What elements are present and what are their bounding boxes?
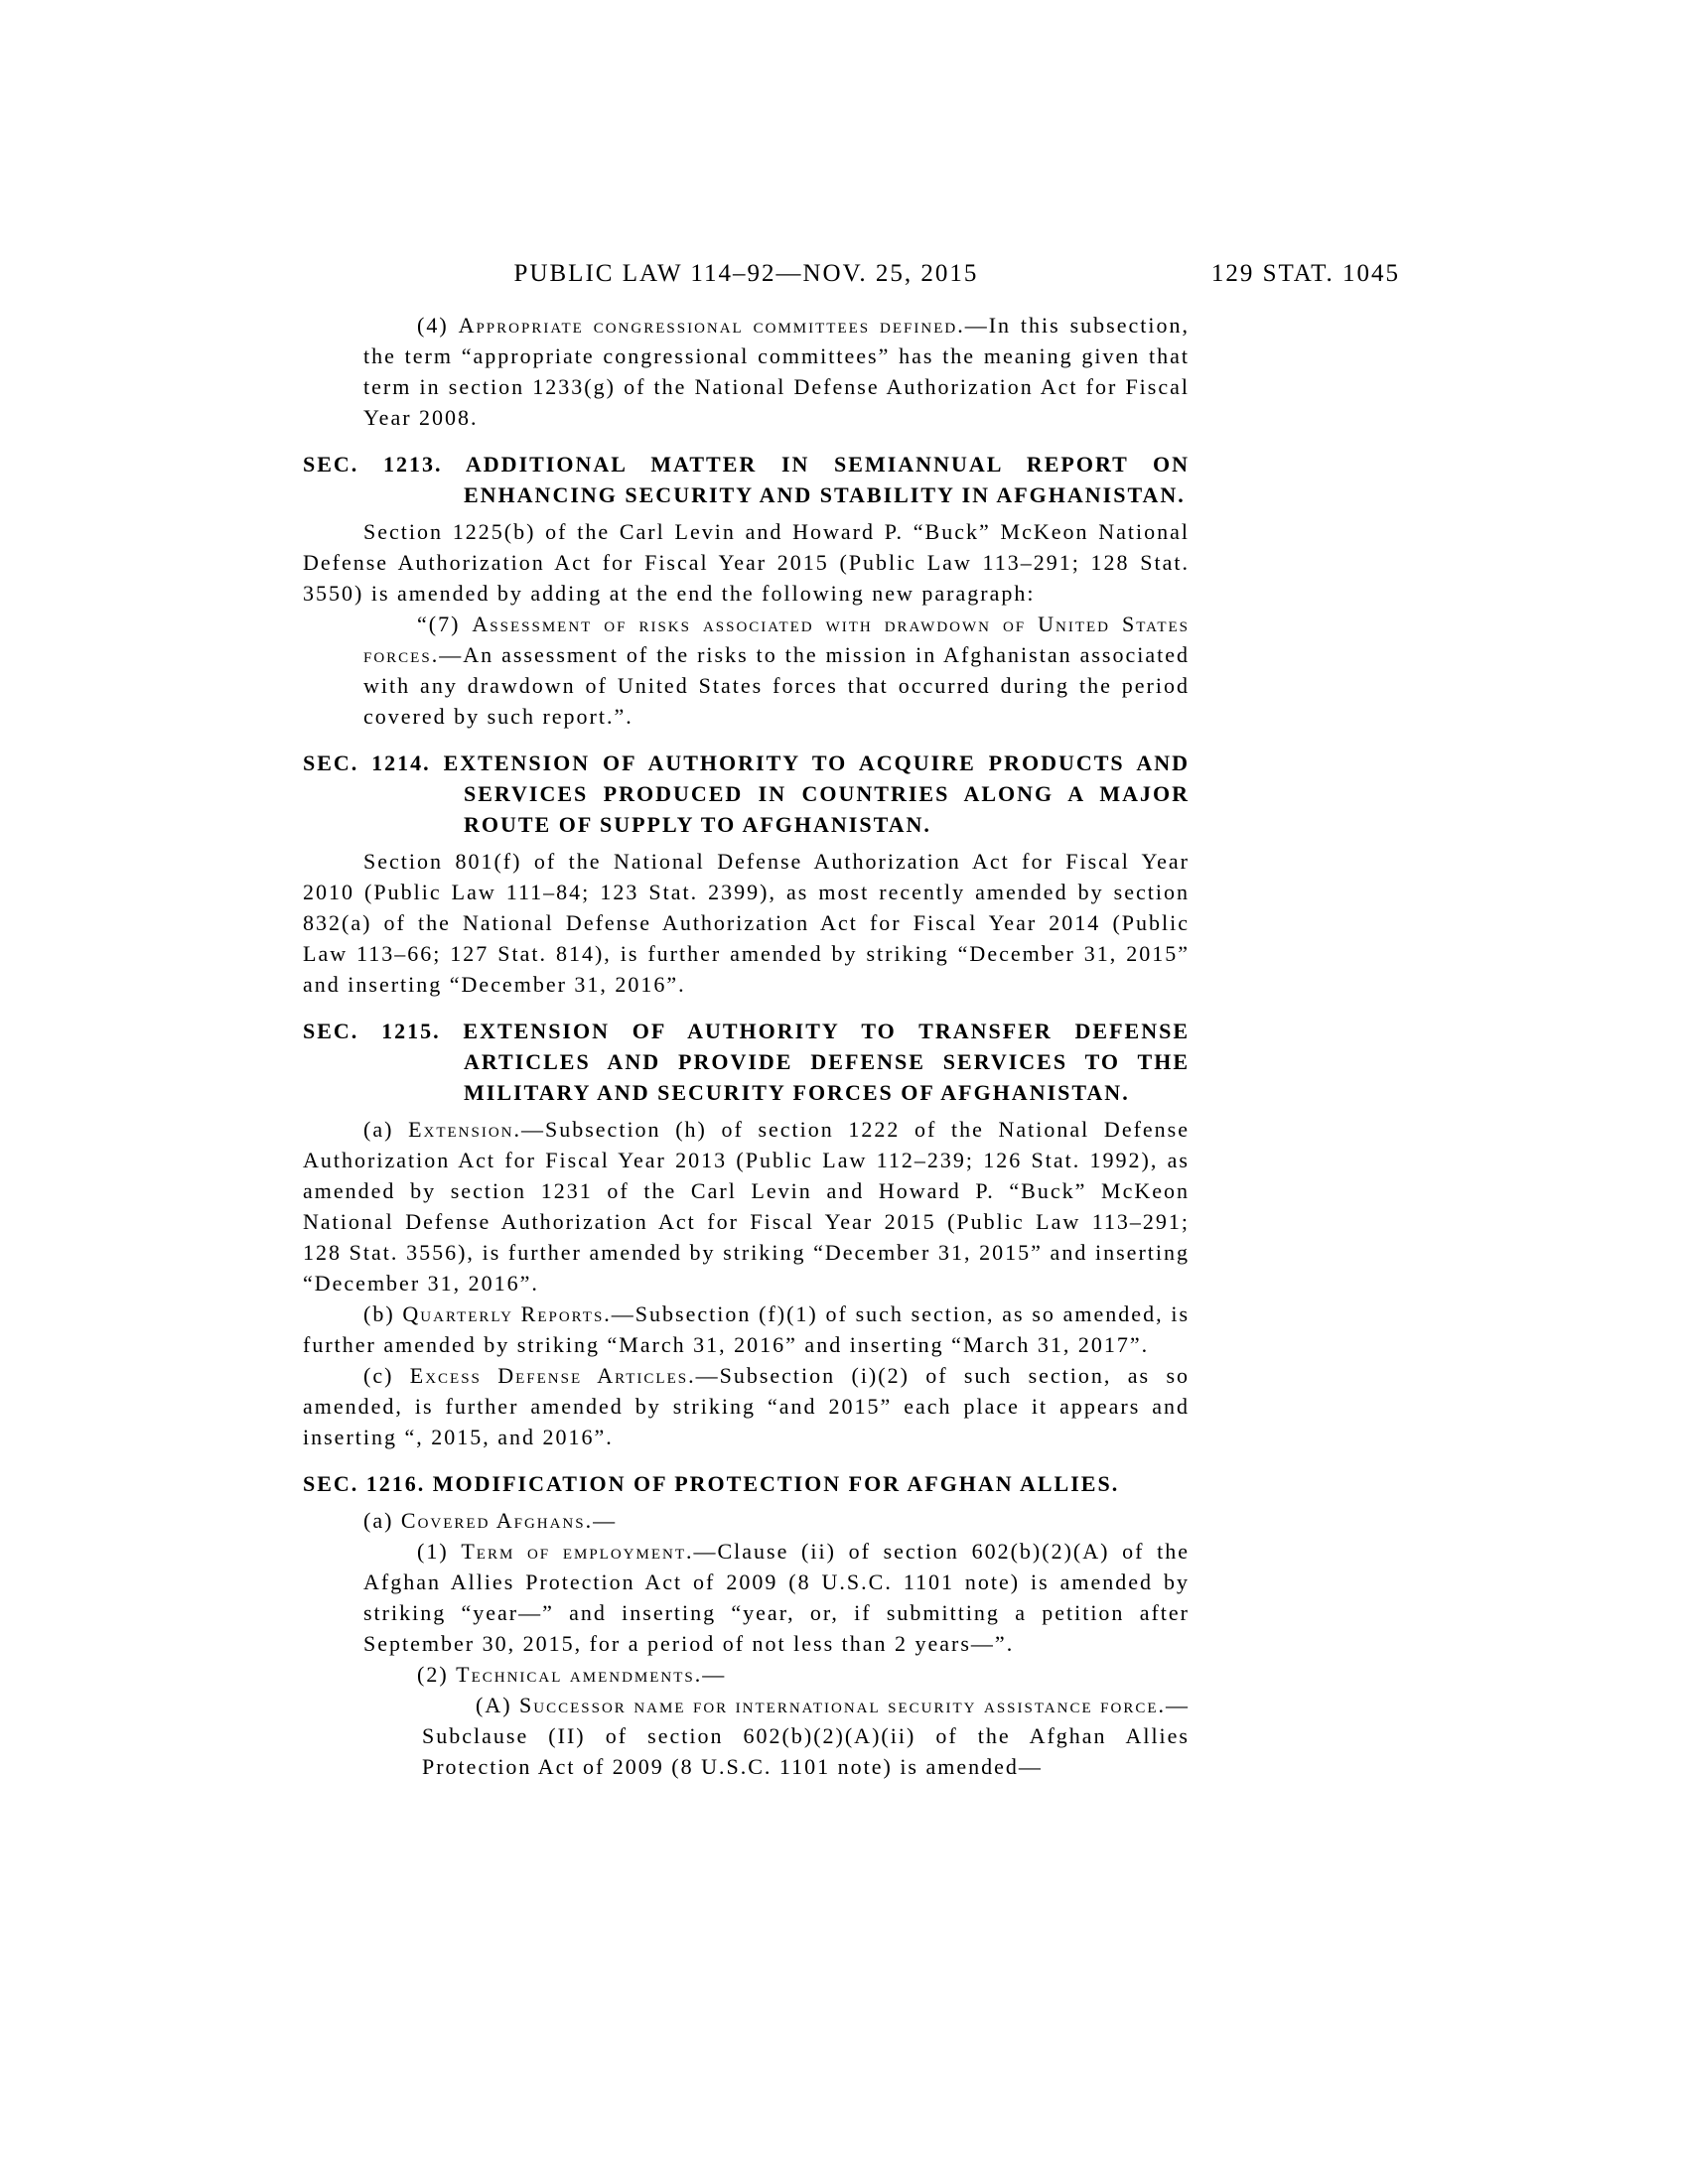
section-number: SEC. 1214. bbox=[303, 751, 431, 775]
paragraph-1-term-of-employment bbox=[363, 1536, 1190, 1659]
paragraph-text: .—An assessment of the risks to the mission in Afghanistan associated with any drawdown of United States forces that occurred during the period covered by such report.”. bbox=[363, 642, 1190, 729]
section-title: EXTENSION OF AUTHORITY TO TRANSFER DEFENSE ARTICLES AND PROVIDE DEFENSE SERVICES TO THE MILITARY AND SECURITY FORCES OF AFGHANISTAN. bbox=[463, 1019, 1190, 1105]
section-number: SEC. 1216. bbox=[303, 1471, 426, 1496]
paragraph-b-quarterly-reports bbox=[303, 1298, 1190, 1360]
paragraph-2-technical-amendments bbox=[363, 1659, 1190, 1690]
paragraph-smallcaps-heading: Successor name for international security assistance force bbox=[519, 1693, 1159, 1717]
paragraph-number: (a) bbox=[363, 1117, 409, 1142]
paragraph-text: Section 801(f) of the National Defense Authorization Act for Fiscal Year 2010 (Public Law 111–84; 123 Stat. 2399), as most recently amended by section 832(a) of the National Defense Authorization Act for Fiscal Year 2014 (Public Law 113–66; 127 Stat. 814), is further amended by striking “December 31, 2015” and inserting “December 31, 2016”. bbox=[303, 849, 1190, 997]
paragraph-smallcaps-heading: Appropriate congressional committees defined bbox=[458, 313, 958, 338]
stat-page-number: 129 STAT. 1045 bbox=[1210, 260, 1400, 287]
section-number: SEC. 1213. bbox=[303, 452, 443, 477]
paragraph-number: (1) bbox=[417, 1539, 462, 1564]
section-title: EXTENSION OF AUTHORITY TO ACQUIRE PRODUCTS AND SERVICES PRODUCED IN COUNTRIES ALONG A MAJOR ROUTE OF SUPPLY TO AFGHANISTAN. bbox=[443, 751, 1191, 837]
paragraph-text: .—Subsection (i)(2) of such section, as so amended, is further amended by striking “and 2015” each place it appears and inserting “, 2015, and 2016”. bbox=[303, 1363, 1191, 1449]
paragraph-4-committees-defined bbox=[363, 310, 1190, 433]
section-heading-1216 bbox=[303, 1468, 1190, 1499]
paragraph-text: .—Subclause (II) of section 602(b)(2)(A)(ii) of the Afghan Allies Protection Act of 2009 (8 U.S.C. 1101 note) is amended— bbox=[422, 1693, 1190, 1779]
paragraph-smallcaps-heading: Quarterly Reports bbox=[402, 1301, 605, 1326]
paragraph-c-excess-defense-articles bbox=[303, 1360, 1190, 1452]
paragraph-smallcaps-heading: Technical amendments bbox=[456, 1662, 695, 1687]
paragraph-text: .—Subsection (h) of section 1222 of the National Defense Authorization Act for Fiscal Year 2013 (Public Law 112–239; 126 Stat. 1992), as amended by section 1231 of the Carl Levin and Howard P. “Buck” McKeon National Defense Authorization Act for Fiscal Year 2015 (Public Law 113–291; 128 Stat. 3556), is further amended by striking “December 31, 2015” and inserting “December 31, 2016”. bbox=[303, 1117, 1190, 1296]
paragraph-smallcaps-heading: Extension bbox=[408, 1117, 514, 1142]
page-header bbox=[303, 258, 1400, 292]
statute-body bbox=[303, 310, 1190, 1782]
paragraph-sec1213-body bbox=[303, 516, 1190, 609]
section-heading-1214 bbox=[303, 748, 1190, 840]
paragraph-text: .—Subsection (f)(1) of such section, as so amended, is further amended by striking “March 31, 2016” and inserting “March 31, 2017”. bbox=[303, 1301, 1191, 1357]
paragraph-text: Section 1225(b) of the Carl Levin and Howard P. “Buck” McKeon National Defense Authorization Act for Fiscal Year 2015 (Public Law 113–291; 128 Stat. 3550) is amended by adding at the end the following new paragraph: bbox=[303, 519, 1190, 606]
paragraph-smallcaps-heading: Term of employment bbox=[461, 1539, 686, 1564]
paragraph-number: (c) bbox=[363, 1363, 410, 1388]
paragraph-A-successor-name bbox=[422, 1690, 1190, 1782]
section-heading-1213 bbox=[303, 449, 1190, 510]
paragraph-a-extension bbox=[303, 1114, 1190, 1298]
paragraph-text: .—Clause (ii) of section 602(b)(2)(A) of the Afghan Allies Protection Act of 2009 (8 U.S.C. 1101 note) is amended by striking “year—” and inserting “year, or, if submitting a petition after September 30, 2015, for a period of not less than 2 years—”. bbox=[363, 1539, 1190, 1656]
paragraph-smallcaps-heading: Assessment of risks associated with drawdown of United States forces bbox=[363, 612, 1191, 667]
paragraph-text: .— bbox=[585, 1508, 618, 1533]
paragraph-number: (2) bbox=[417, 1662, 457, 1687]
paragraph-number: (A) bbox=[476, 1693, 520, 1717]
paragraph-text: .—In this subsection, the term “appropriate congressional committees” has the meaning given that term in section 1233(g) of the National Defense Authorization Act for Fiscal Year 2008. bbox=[363, 313, 1190, 430]
section-number: SEC. 1215. bbox=[303, 1019, 441, 1043]
paragraph-quoted-7 bbox=[363, 609, 1190, 732]
section-title: ADDITIONAL MATTER IN SEMIANNUAL REPORT ON ENHANCING SECURITY AND STABILITY IN AFGHANISTAN. bbox=[464, 452, 1190, 507]
paragraph-smallcaps-heading: Covered Afghans bbox=[400, 1508, 586, 1533]
paragraph-number: (b) bbox=[363, 1301, 403, 1326]
law-citation: PUBLIC LAW 114–92—NOV. 25, 2015 bbox=[513, 260, 979, 287]
paragraph-number: (4) bbox=[417, 313, 459, 338]
paragraph-number: (a) bbox=[363, 1508, 401, 1533]
paragraph-a-covered-afghans bbox=[303, 1505, 1190, 1536]
section-title: MODIFICATION OF PROTECTION FOR AFGHAN ALLIES. bbox=[432, 1471, 1120, 1496]
paragraph-sec1214-body bbox=[303, 846, 1190, 1000]
paragraph-smallcaps-heading: Excess Defense Articles bbox=[409, 1363, 689, 1388]
section-heading-1215 bbox=[303, 1016, 1190, 1108]
paragraph-text: .— bbox=[694, 1662, 727, 1687]
paragraph-number: “(7) bbox=[417, 612, 473, 636]
